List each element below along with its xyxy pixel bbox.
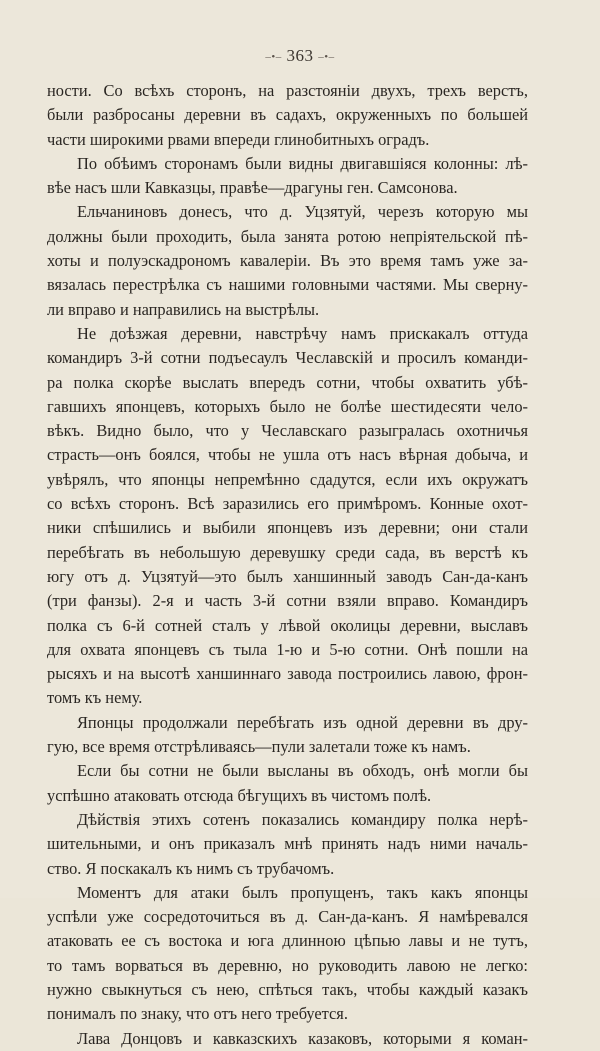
text-line: для охвата японцевъ съ тыла 1-ю и 5-ю сотни. Онѣ пошли на bbox=[47, 639, 528, 659]
text-line: вѣкъ. Видно было, что у Чеславскаго разыгралась охотничья bbox=[47, 421, 528, 441]
text-line: рысяхъ и на высотѣ ханшиннаго завода построились лавою, фрон- bbox=[47, 664, 528, 684]
text-line: перебѣгать въ небольшую деревушку среди сада, въ верстѣ къ bbox=[47, 542, 528, 562]
page-number-dash-left: –•– bbox=[265, 51, 282, 64]
text-line: ники спѣшились и выбили японцевъ изъ деревни; они стали bbox=[47, 518, 528, 538]
page-number-dash-right: –•– bbox=[318, 51, 335, 64]
page-number: 363 bbox=[286, 46, 314, 65]
text-line: со всѣхъ сторонъ. Всѣ заразились его примѣромъ. Конные охот- bbox=[47, 494, 528, 514]
text-line: командиръ 3-й сотни подъесаулъ Чеславскій и просилъ команди- bbox=[47, 348, 528, 368]
text-line: ности. Со всѣхъ сторонъ, на разстояніи двухъ, трехъ верстъ, bbox=[47, 81, 528, 100]
text-line: части широкими рвами впереди глинобитныхъ оградъ. bbox=[47, 129, 430, 149]
text-line: ство. Я поскакалъ къ нимъ съ трубачомъ. bbox=[47, 858, 335, 878]
text-line: Лава Донцовъ и кавказскихъ казаковъ, которыми я коман- bbox=[77, 1028, 528, 1048]
text-line: полка съ 6-й сотней сталъ у лѣвой околицы деревни, выславъ bbox=[47, 615, 528, 635]
text-line: увѣрялъ, что японцы непремѣнно сдадутся, если ихъ окружатъ bbox=[47, 469, 528, 489]
text-line: ра полка скорѣе выслать впередъ сотни, чтобы охватить убѣ- bbox=[47, 372, 528, 392]
text-line: (три фанзы). 2-я и часть 3-й сотни взяли вправо. Командиръ bbox=[47, 591, 528, 611]
text-line: томъ къ нему. bbox=[47, 688, 143, 708]
text-line: должны были проходить, была занята ротою непріятельской пѣ- bbox=[47, 226, 528, 246]
text-line: страсть—онъ боялся, чтобы не ушла отъ насъ вѣрная добыча, и bbox=[47, 445, 528, 465]
text-line: гую, все время отстрѣливаясь—пули залетали тоже къ намъ. bbox=[47, 737, 471, 757]
page-number-header bbox=[0, 46, 600, 66]
text-line: то тамъ ворваться въ деревню, но руководить лавою не легко: bbox=[47, 955, 528, 975]
text-line: хоты и полуэскадрономъ кавалеріи. Въ это время тамъ уже за- bbox=[47, 251, 528, 271]
text-line: югу отъ д. Уцзятуй—это былъ ханшинный заводъ Сан-да-канъ bbox=[47, 566, 528, 586]
text-line: Если бы сотни не были высланы въ обходъ, онѣ могли бы bbox=[77, 761, 528, 781]
text-line: По обѣимъ сторонамъ были видны двигавшіяся колонны: лѣ- bbox=[77, 153, 528, 173]
text-line: были разбросаны деревни въ садахъ, окруженныхъ по большей bbox=[47, 105, 528, 125]
text-line: Дѣйствія этихъ сотенъ показались командиру полка нерѣ- bbox=[77, 809, 528, 829]
text-line: гавшихъ японцевъ, которыхъ было не болѣе шестидесяти чело- bbox=[47, 396, 528, 416]
text-line: понималъ по знаку, что отъ него требуется. bbox=[47, 1004, 348, 1024]
text-line: нужно свыкнуться съ нею, спѣться такъ, чтобы каждый казакъ bbox=[47, 979, 528, 999]
text-line: вязалась перестрѣлка съ нашими головными частями. Мы сверну- bbox=[47, 275, 528, 295]
text-line: успѣли уже сосредоточиться въ д. Сан-да-канъ. Я намѣревался bbox=[47, 907, 528, 927]
text-line: успѣшно атаковать отсюда бѣгущихъ въ чистомъ полѣ. bbox=[47, 785, 432, 805]
body-text bbox=[47, 79, 528, 1051]
text-line: Моментъ для атаки былъ пропущенъ, такъ какъ японцы bbox=[77, 882, 528, 902]
text-line: Ельчаниновъ донесъ, что д. Уцзятуй, черезъ которую мы bbox=[77, 202, 528, 222]
text-line: шительными, и онъ приказалъ мнѣ принять надъ ними началь- bbox=[47, 834, 528, 854]
text-line: ли вправо и направились на выстрѣлы. bbox=[47, 299, 320, 319]
text-line: Не доѣзжая деревни, навстрѣчу намъ прискакалъ оттуда bbox=[77, 323, 528, 343]
text-line: Японцы продолжали перебѣгать изъ одной деревни въ дру- bbox=[77, 712, 528, 732]
text-line: атаковать ее съ востока и юга длинною цѣпью лавы и не тутъ, bbox=[47, 931, 528, 951]
text-line: вѣе насъ шли Кавказцы, правѣе—драгуны ген. Самсонова. bbox=[47, 178, 458, 198]
